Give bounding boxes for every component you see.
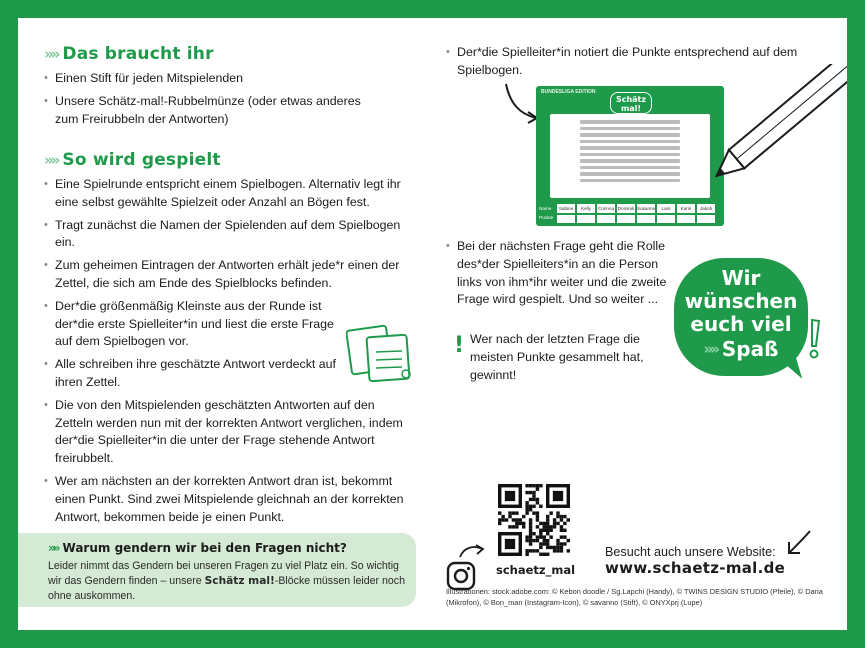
bubble-line: Wir	[721, 266, 761, 290]
question-bar	[580, 166, 680, 170]
image-credits: Illustrationen: stock.adobe.com: © Kebon doodle / Sg.Lapchi (Handy), © TWINS DESIGN STUDIO (Pfeile), © Daria (Mikrofon), © Bon_man (Instagram-Icon), © savanno (Stift), © ONYXprj (Lupe)	[446, 587, 823, 607]
list-item: • Zum geheimen Eintragen der Antworten erhält jede*r einen der Zettel, die sich am Ende des Spielblocks befinden.	[44, 257, 404, 293]
sheet-names-row	[539, 204, 715, 213]
points-cell	[617, 215, 635, 223]
points-cell	[557, 215, 575, 223]
question-bar	[580, 179, 680, 183]
points-cell	[637, 215, 655, 223]
list-item: • Tragt zunächst die Namen der Spielenden auf dem Spielbogen ein.	[44, 217, 404, 253]
bubble-line: wünschen	[684, 289, 798, 313]
question-bar	[580, 146, 680, 150]
player-name: Corinna	[597, 206, 615, 211]
note-text-part: -Blöcke müssen leider noch ohne auskommen.	[48, 575, 405, 602]
row-label: Name	[539, 206, 552, 211]
logo-line: Schätz	[615, 95, 647, 104]
points-cell	[677, 215, 695, 223]
list-item: • Der*die größenmäßig Kleinste aus der Runde ist der*die erste Spielleiter*in und liest die erste Frage auf dem Spielbogen vor.	[44, 298, 344, 351]
pencil-icon	[704, 64, 847, 194]
question-bar	[580, 127, 680, 131]
points-cell	[597, 215, 615, 223]
section-title: Das braucht ihr	[62, 44, 214, 64]
instruction-page	[18, 18, 847, 630]
final-rule: Wer nach der letzten Frage die meisten Punkte gesammelt hat, gewinnt!	[470, 332, 644, 382]
greeting-bubble	[674, 258, 808, 376]
brand-name: Schätz mal!	[204, 575, 275, 587]
logo-line: mal!	[620, 104, 642, 113]
points-cell	[657, 215, 675, 223]
list-item: • Die von den Mitspielenden geschätzten Antworten auf den Zetteln werden nun mit der korrekten Antwort verglichen, indem der*die Spielleiter*in die unter der Frage stehende Antwort freirubbelt.	[44, 397, 404, 468]
section-heading-needs	[44, 44, 214, 64]
player-name: Jakob	[697, 204, 715, 213]
right-list-2	[446, 238, 682, 314]
game-sheet-illustration	[536, 86, 724, 226]
sheet-edition: BUNDESLIGA EDITION	[541, 89, 596, 95]
list-item: • Wer am nächsten an der korrekten Antwort dran ist, bekommt einen Punkt. Sind zwei Mitspielende gleichnah an der korrekten Antwort, bekommen beide je einen Punkt.	[44, 473, 404, 526]
note-title: Warum gendern wir bei den Fragen nicht?	[62, 541, 347, 555]
player-name: Susanne	[637, 206, 656, 211]
player-name: Karin	[677, 204, 695, 213]
bubble-line: Spaß	[721, 337, 779, 361]
question-bar	[580, 140, 680, 144]
row-label: Punkte	[539, 215, 554, 220]
question-bar	[580, 172, 680, 176]
question-bar	[580, 133, 680, 137]
qr-code[interactable]	[498, 484, 570, 556]
chevrons-icon: »»	[44, 151, 58, 169]
chevrons-icon: »»	[44, 45, 58, 63]
bubble-line: euch viel	[690, 312, 792, 336]
instagram-handle[interactable]: schaetz_mal	[496, 563, 576, 577]
player-name: Dominik	[617, 206, 635, 211]
list-item: • Einen Stift für jeden Mitspielenden	[44, 70, 404, 88]
list-item: • Alle schreiben ihre geschätzte Antwort verdeckt auf ihren Zettel.	[44, 356, 344, 392]
list-item: • Bei der nächsten Frage geht die Rolle des*der Spielleiters*in an die Person links von ihm*ihr weiter und die zweite Frage wird gespielt. Und so weiter ...	[446, 238, 682, 309]
arrow-icon	[784, 528, 814, 558]
chevrons-icon: »»	[703, 340, 717, 358]
needs-list	[44, 70, 404, 133]
sheet-logo	[610, 92, 652, 114]
points-cell	[697, 215, 715, 223]
player-name: Kelly	[577, 204, 595, 213]
sheet-questions	[550, 114, 710, 198]
list-item: • Der*die Spielleiter*in notiert die Punkte entsprechend auf dem Spielbogen.	[446, 44, 806, 80]
question-bar	[580, 159, 680, 163]
exclamation-icon: !	[454, 333, 465, 358]
notepad-icon	[346, 322, 416, 386]
list-item: • Unsere Schätz-mal!-Rubbelmünze (oder etwas anderes zum Freirubbeln der Antworten)	[44, 93, 364, 129]
points-cell	[577, 215, 595, 223]
website-label: Besucht auch unsere Website:	[605, 545, 776, 559]
gender-note-box	[18, 533, 416, 607]
section-title: So wird gespielt	[62, 150, 221, 170]
website-link[interactable]: www.schaetz-mal.de	[605, 559, 786, 577]
note-heading	[48, 541, 406, 555]
note-text	[48, 559, 406, 604]
player-name: Sabine	[558, 206, 574, 211]
bubble-line-last	[704, 338, 779, 361]
player-name: Lars	[657, 204, 675, 213]
question-bar	[580, 153, 680, 157]
exclamation-icon	[808, 318, 822, 360]
list-item: • Eine Spielrunde entspricht einem Spielbogen. Alternativ legt ihr eine selbst gewählte Spielzeit oder Anzahl an Bögen fest.	[44, 176, 404, 212]
question-bar	[580, 120, 680, 124]
chevrons-icon: »»	[48, 541, 58, 555]
section-heading-rules	[44, 150, 221, 170]
sheet-points-row	[539, 215, 715, 223]
note-text-part: Leider nimmt das Gendern bei unseren Fragen zu viel Platz ein. So wichtig wir das Gendern finden – unsere	[48, 560, 399, 587]
